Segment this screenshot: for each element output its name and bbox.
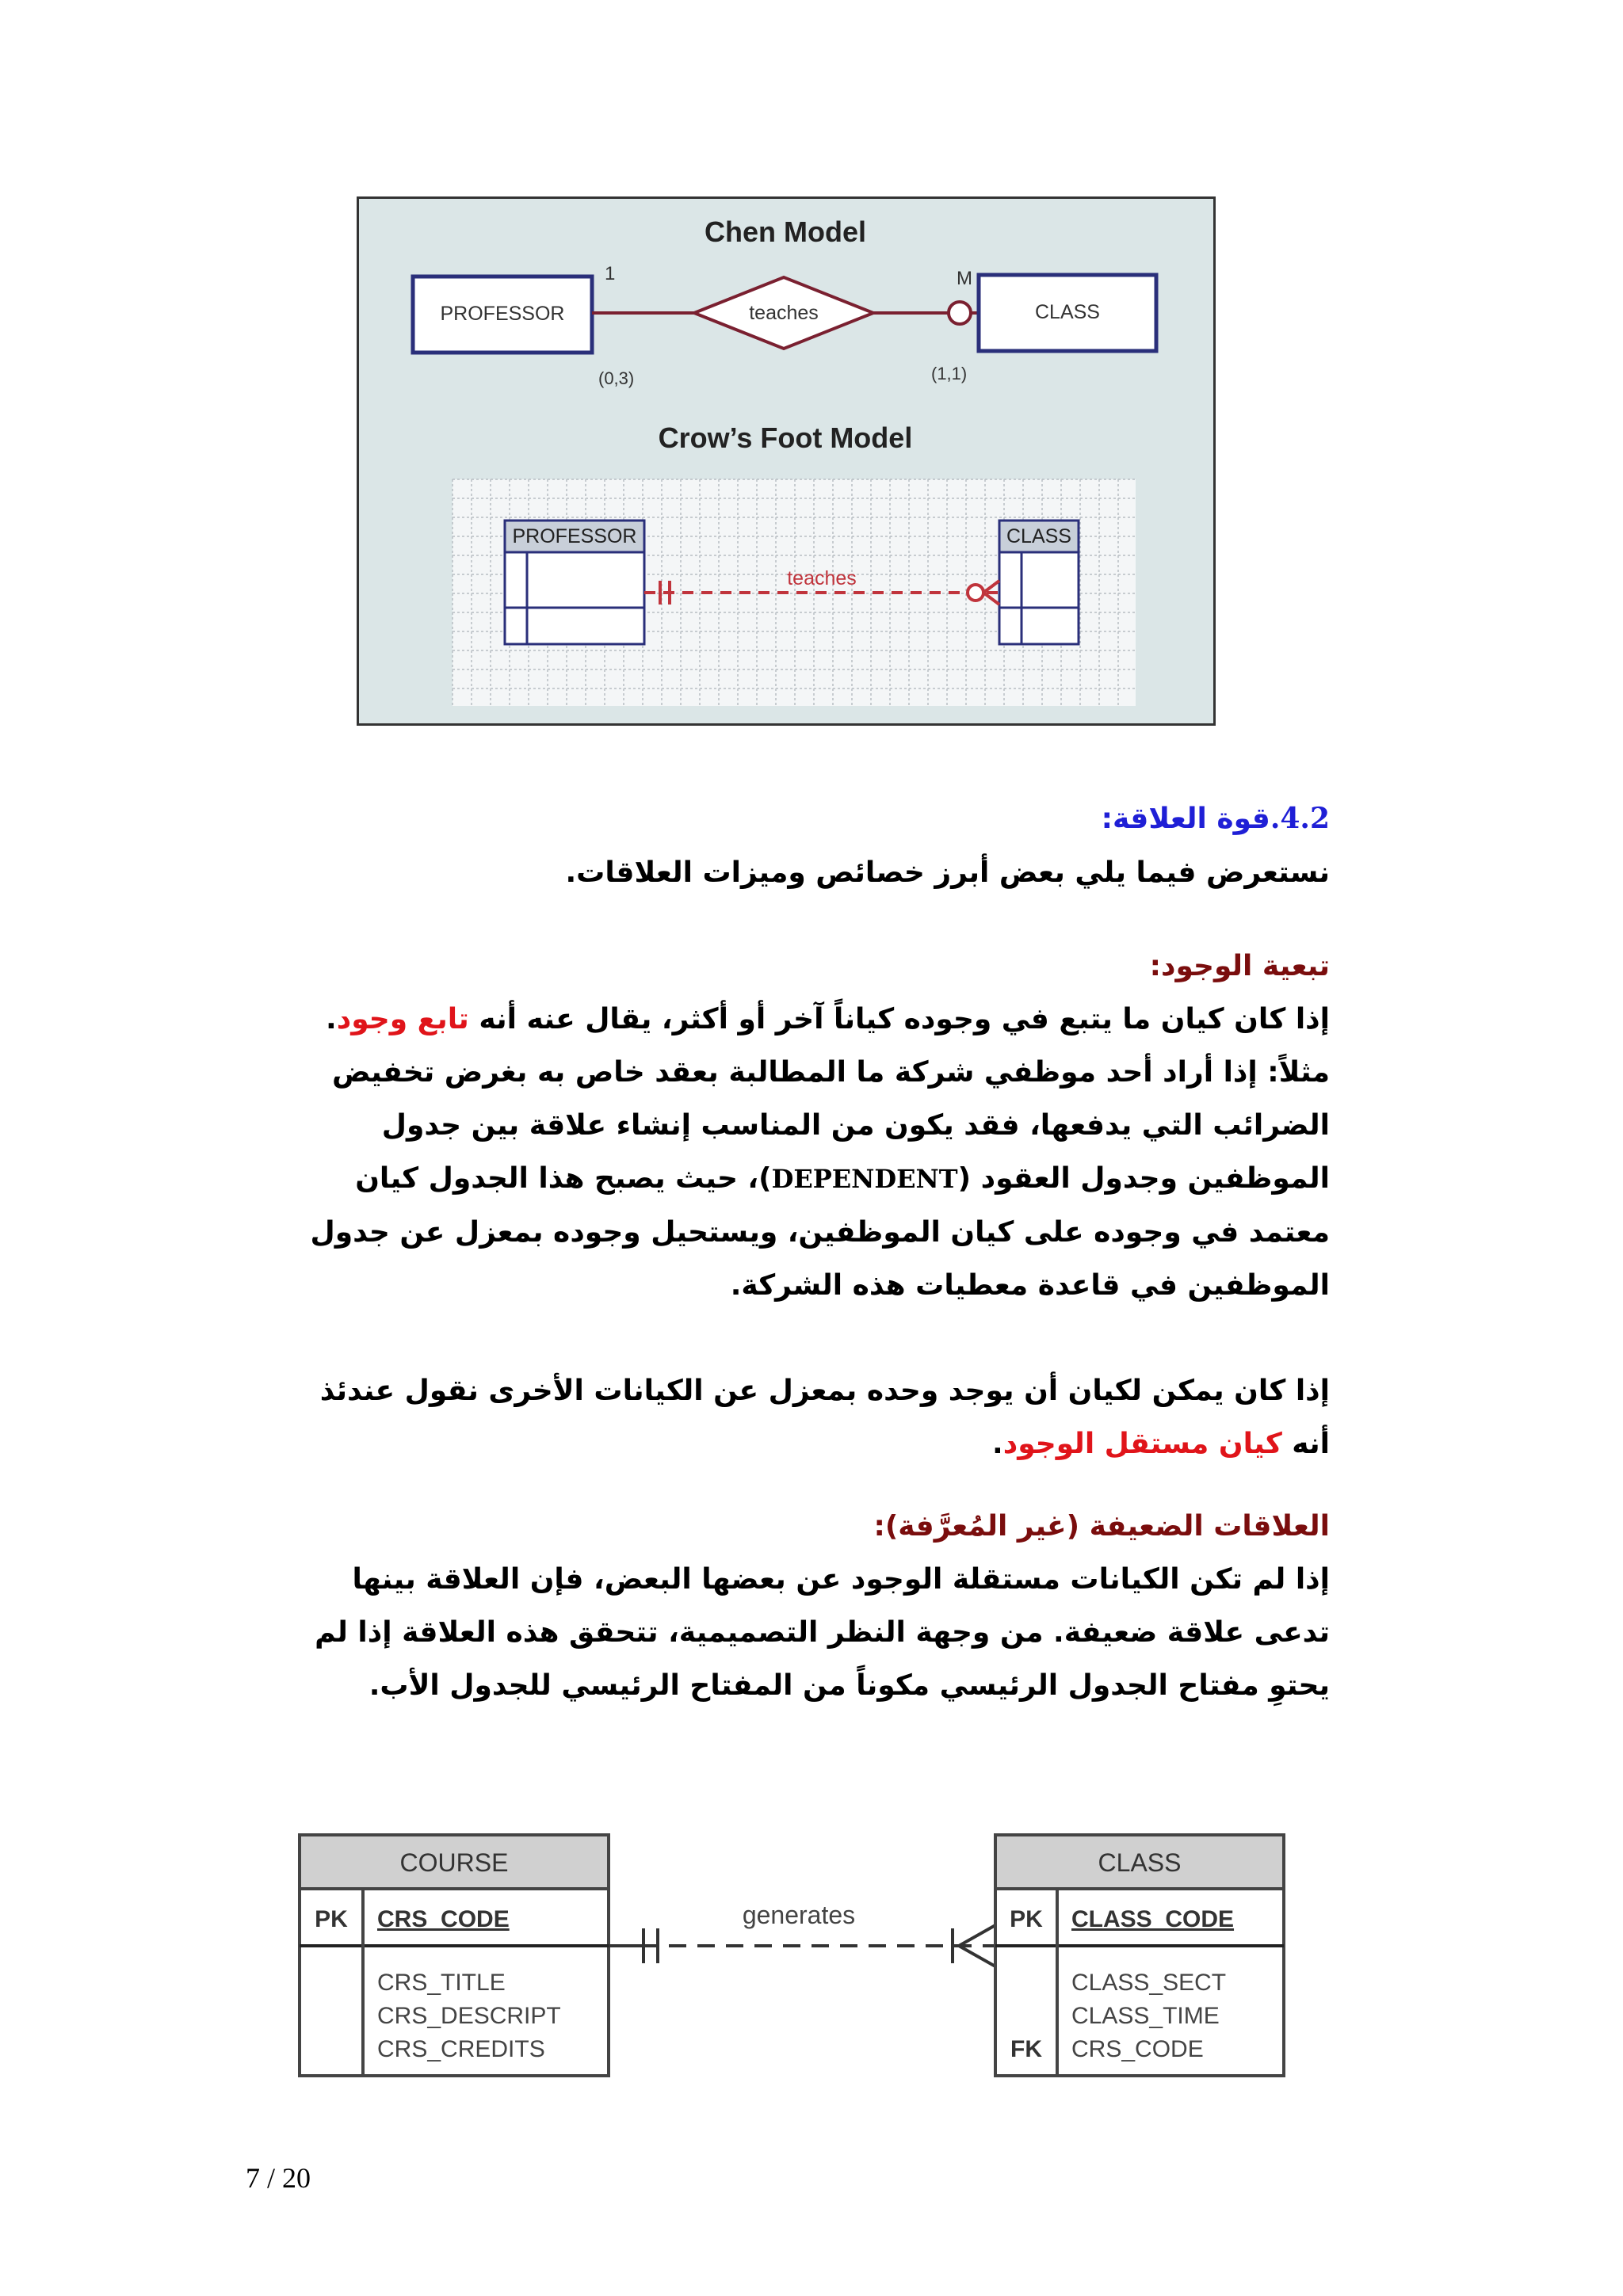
er-diagram-chen-crowsfoot xyxy=(357,196,1216,726)
section-intro: نستعرض فيما يلي بعض أبرز خصائص وميزات العلاقات. xyxy=(565,856,1330,889)
chen-cardinality-one: 1 xyxy=(605,263,616,284)
crows-title: Crow’s Foot Model xyxy=(658,421,913,454)
section-number: 4.2. xyxy=(1270,802,1330,835)
class-table-title: CLASS xyxy=(1098,1848,1182,1877)
chen-range-left: (0,3) xyxy=(598,368,635,388)
generates-label: generates xyxy=(742,1901,856,1929)
weak-heading: العلاقات الضعيفة (غير المُعرَّفة): xyxy=(873,1510,1330,1543)
class-fk-label: FK xyxy=(1010,2036,1042,2062)
crows-relationship-label: teaches xyxy=(787,567,857,589)
crows-class-body xyxy=(999,552,1079,644)
course-attr-2: CRS_DESCRIPT xyxy=(377,2003,561,2029)
existence-p1-part-a: إذا كان كيان ما يتبع في وجوده كياناً آخر أو أكثر، يقال عنه أنه xyxy=(468,1003,1330,1035)
crows-class-label: CLASS xyxy=(1006,525,1071,547)
class-attr-1: CLASS_SECT xyxy=(1071,1970,1227,1996)
section-heading xyxy=(284,792,1330,845)
class-pk-label: PK xyxy=(1010,1906,1043,1932)
course-attr-1: CRS_TITLE xyxy=(377,1970,506,1996)
er-diagram-canvas xyxy=(359,199,1213,723)
existence-dependent-term: تابع وجود xyxy=(336,1003,469,1035)
class-attr-3: CRS_CODE xyxy=(1071,2036,1204,2062)
existence-independent-term: كيان مستقل الوجود xyxy=(1002,1428,1282,1460)
section-title: قوة العلاقة: xyxy=(1101,803,1270,835)
course-table-title: COURSE xyxy=(399,1848,509,1877)
page-number: 7 / 20 xyxy=(246,2162,311,2194)
class-pk-field: CLASS_CODE xyxy=(1071,1906,1235,1932)
existence-p2-part-b: . xyxy=(992,1428,1003,1460)
crows-professor-label: PROFESSOR xyxy=(512,525,637,547)
chen-professor-label: PROFESSOR xyxy=(440,303,565,325)
existence-p2-part-a: إذا كان يمكن لكيان أن يوجد وحده بمعزل عن الكيانات الأخرى نقول عندئذ أنه xyxy=(319,1375,1330,1460)
existence-p1-part-b: . مثلاً: إذا أراد أحد موظفي شركة ما المطالبة بعقد خاص به بغرض تخفيض الضرائب التي يدفعها، فقد يكون من المناسب إنشاء علاقة بين جدول الموظفين وجدول العقود ( xyxy=(326,1003,1330,1195)
existence-paragraph-2 xyxy=(284,1364,1330,1470)
chen-optional-circle xyxy=(949,302,971,324)
weak-paragraph: إذا لم تكن الكيانات مستقلة الوجود عن بعضها البعض، فإن العلاقة بينها تدعى علاقة ضعيفة. من وجهة النظر التصميمية، تتحقق هذه العلاقة إذا لم يحتوِ مفتاح الجدول الرئيسي مكوناً من المفتاح الرئيسي للجدول الأب. xyxy=(315,1563,1330,1702)
crows-optional-circle xyxy=(968,585,983,601)
crows-foot-upper xyxy=(959,1925,995,1946)
course-pk-label: PK xyxy=(315,1906,348,1932)
chen-class-label: CLASS xyxy=(1035,301,1100,323)
chen-range-right: (1,1) xyxy=(931,364,968,383)
chen-cardinality-many: M xyxy=(957,268,972,289)
class-attr-2: CLASS_TIME xyxy=(1071,2003,1220,2029)
weak-relationship-diagram xyxy=(295,1830,1289,2084)
course-pk-field: CRS_CODE xyxy=(377,1906,510,1932)
chen-title: Chen Model xyxy=(705,215,866,248)
existence-paragraph-1 xyxy=(284,993,1330,1312)
existence-heading: تبعية الوجود: xyxy=(1149,950,1330,982)
existence-p1-part-c: )، حيث يصبح هذا الجدول كيان معتمد في وجوده على كيان الموظفين، ويستحيل وجوده بمعزل عن جدول الموظفين في قاعدة معطيات هذه الشركة. xyxy=(310,1162,1330,1302)
dependent-keyword: DEPENDENT xyxy=(771,1164,958,1194)
weak-relationship-canvas xyxy=(295,1830,1289,2084)
crows-foot-lower xyxy=(959,1946,995,1966)
crows-professor-body xyxy=(505,552,644,644)
chen-relationship-label: teaches xyxy=(749,302,819,324)
course-attr-3: CRS_CREDITS xyxy=(377,2036,545,2062)
